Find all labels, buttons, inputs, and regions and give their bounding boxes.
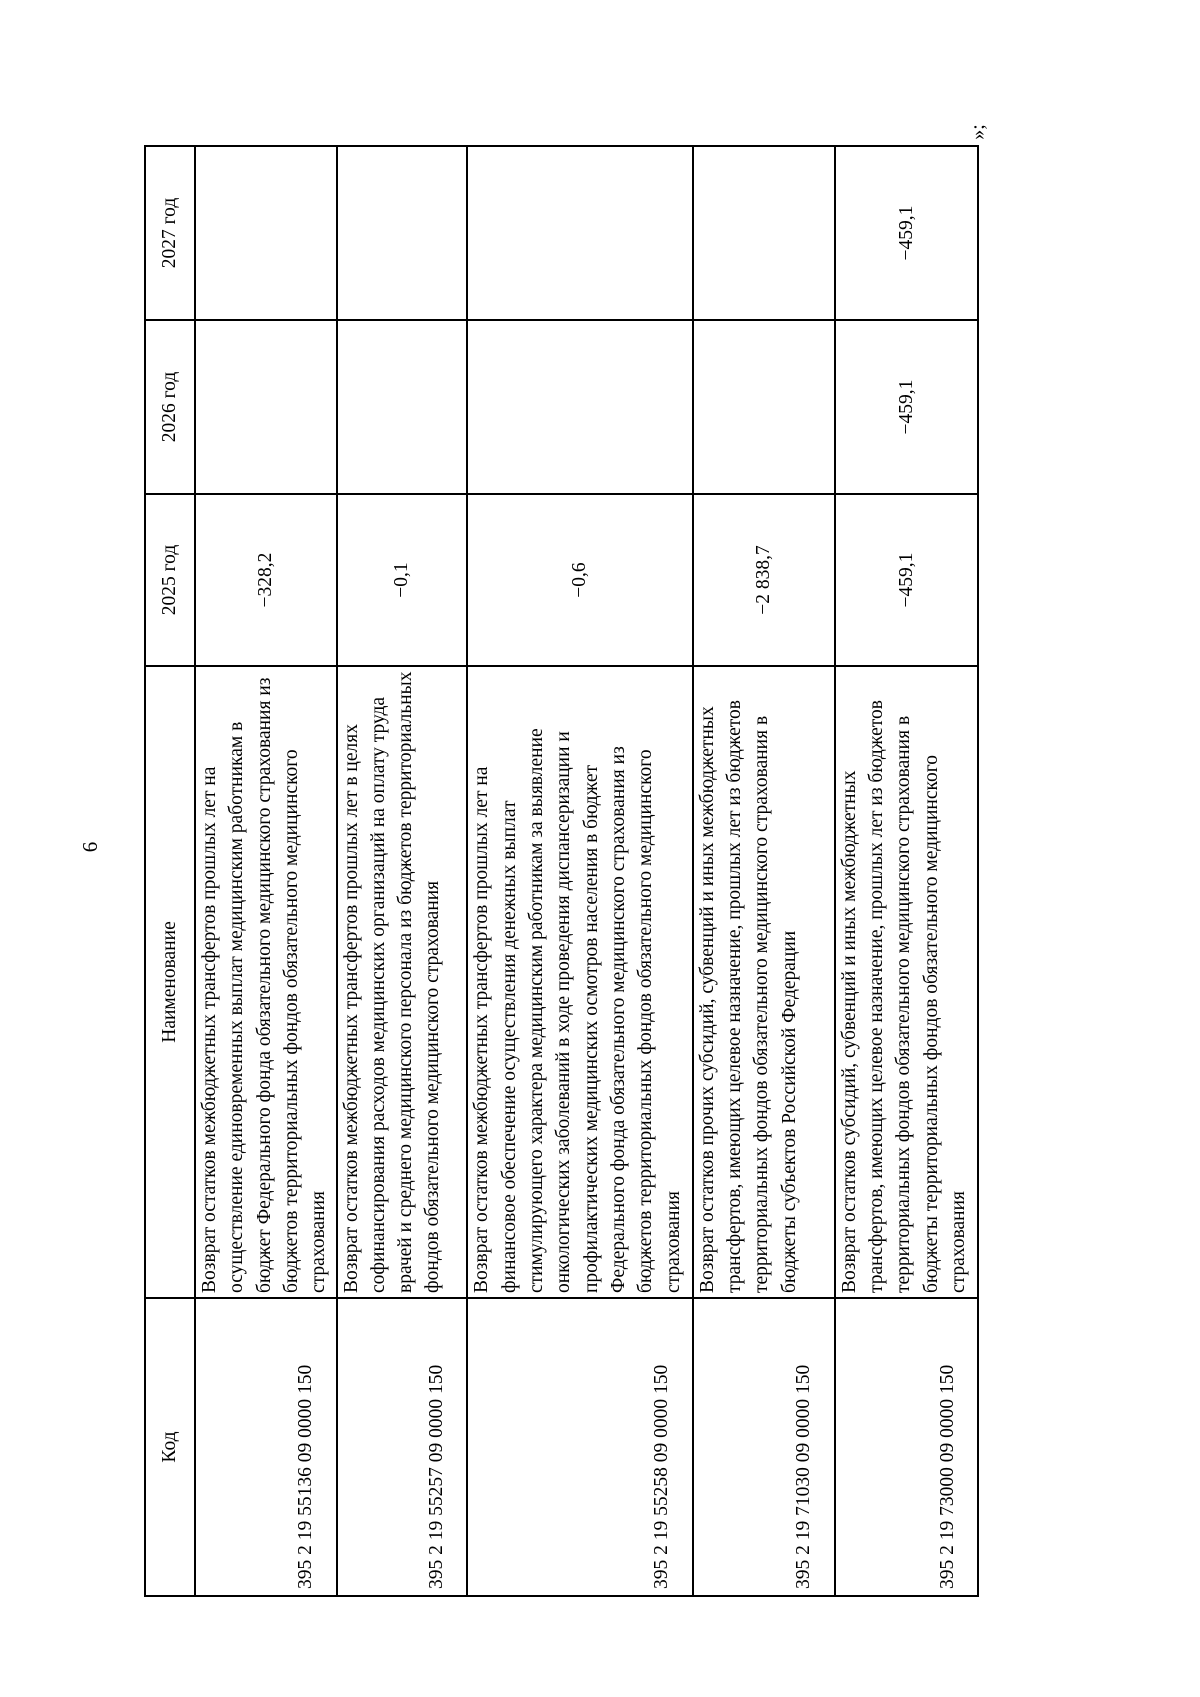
table-row [195,146,337,1596]
cell-code: 395 2 19 55257 09 0000 150 [337,1298,468,1596]
cell-name: Возврат остатков прочих субсидий, субвенций и иных межбюджетных трансфертов, имеющих целевое назначение, прошлых лет из бюджетов территориальных фондов обязательного медицинского страхования в бюджеты субъектов Российской Федерации [693,666,835,1298]
header-2026: 2026 год [145,320,195,494]
cell-2027 [693,146,835,320]
cell-2026 [337,320,468,494]
value-2025: −459,1 [895,552,917,608]
value-2025: −328,2 [255,552,277,608]
header-2027: 2027 год [145,146,195,320]
cell-code: 395 2 19 55136 09 0000 150 [195,1298,337,1596]
header-2025: 2025 год [145,494,195,666]
cell-name: Возврат остатков межбюджетных трансфертов прошлых лет на осуществление единовременных выплат медицинским работникам в бюджет Федерального фонда обязательного медицинского страхования из бюджетов территориальных фондов обязательного медицинского страхования [195,666,337,1298]
value-2025: −2 838,7 [753,545,775,615]
cell-name: Возврат остатков межбюджетных трансфертов прошлых лет на финансовое обеспечение осуществления денежных выплат стимулирующего характера медицинским работникам за выявление онкологических заболеваний в ходе проведения диспансеризации и профилактических медицинских осмотров населения в бюджет Федерального фонда обязательного медицинского страхования из бюджетов территориальных фондов обязательного медицинского страхования [467,666,692,1298]
page-number: 6 [78,841,102,853]
cell-code: 395 2 19 55258 09 0000 150 [467,1298,692,1596]
cell-2027 [337,146,468,320]
header-name: Наименование [145,666,195,1298]
cell-2027 [195,146,337,320]
cell-code: 395 2 19 71030 09 0000 150 [693,1298,835,1596]
cell-2025 [467,494,692,666]
table-row [835,146,978,1596]
cell-2026: −459,1 [835,320,978,494]
cell-2025 [337,494,468,666]
header-code: Код [145,1298,195,1596]
cell-2026 [693,320,835,494]
value-2025: −0,6 [569,562,591,598]
cell-2027: −459,1 [835,146,978,320]
cell-2026 [467,320,692,494]
table-rotator [144,147,979,1597]
value-2025: −0,1 [391,562,413,598]
table-row [467,146,692,1596]
cell-name: Возврат остатков межбюджетных трансфертов прошлых лет в целях софинансирования расходов медицинских организаций на оплату труда врачей и среднего медицинского персонала из бюджетов территориальных фондов обязательного медицинского страхования [337,666,468,1298]
cell-2025 [693,494,835,666]
table-wrapper [144,147,979,1597]
cell-code: 395 2 19 73000 09 0000 150 [835,1298,978,1596]
table-row [337,146,468,1596]
table-row [693,146,835,1596]
table-header-row [145,146,195,1596]
cell-2026 [195,320,337,494]
cell-2025 [835,494,978,666]
closing-quote-mark: »; [967,124,989,140]
cell-name: Возврат остатков субсидий, субвенций и иных межбюджетных трансфертов, имеющих целевое назначение, прошлых лет из бюджетов территориальных фондов обязательного медицинского страхования в бюджеты территориальных фондов обязательного медицинского страхования [835,666,978,1298]
cell-2027 [467,146,692,320]
budget-table [144,145,979,1597]
cell-2025 [195,494,337,666]
